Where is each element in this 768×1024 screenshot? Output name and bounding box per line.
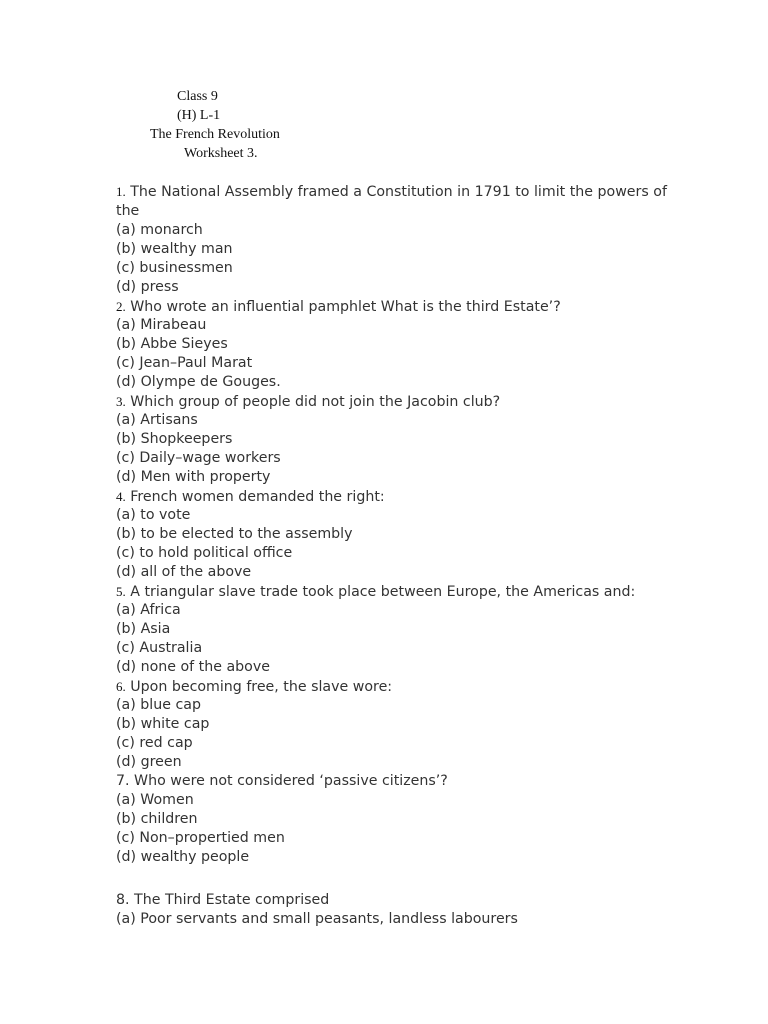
question-number: 5. xyxy=(116,584,126,599)
question-8 xyxy=(116,891,676,910)
question-number: 4. xyxy=(116,489,126,504)
option: (c) to hold political office xyxy=(116,545,293,561)
question-number: 3. xyxy=(116,394,126,409)
option: (b) Asia xyxy=(116,621,171,637)
option: (b) Abbe Sieyes xyxy=(116,336,228,352)
question-4 xyxy=(116,487,676,506)
worksheet-label: Worksheet 3. xyxy=(184,146,258,161)
option: (d) none of the above xyxy=(116,659,270,675)
option: (c) red cap xyxy=(116,735,193,751)
option: (a) Mirabeau xyxy=(116,317,207,333)
option: (d) Olympe de Gouges. xyxy=(116,374,281,390)
option: (a) Artisans xyxy=(116,412,198,428)
option: (c) Daily–wage workers xyxy=(116,450,281,466)
option: (a) Africa xyxy=(116,602,181,618)
question-5 xyxy=(116,582,676,601)
option: (d) press xyxy=(116,279,179,295)
option: (a) Poor servants and small peasants, landless labourers xyxy=(116,911,518,927)
option: (b) to be elected to the assembly xyxy=(116,526,353,542)
question-3 xyxy=(116,392,676,411)
option: (c) Non–propertied men xyxy=(116,830,285,846)
question-text: Upon becoming free, the slave wore: xyxy=(125,679,393,695)
option: (c) businessmen xyxy=(116,260,233,276)
option: (a) to vote xyxy=(116,507,191,523)
option: (a) blue cap xyxy=(116,697,201,713)
subject-label: (H) L-1 xyxy=(177,108,221,123)
question-text: The National Assembly framed a Constitution in 1791 to limit the powers of the xyxy=(116,184,667,219)
option: (d) all of the above xyxy=(116,564,252,580)
option: (d) Men with property xyxy=(116,469,271,485)
question-6 xyxy=(116,677,676,696)
option: (b) white cap xyxy=(116,716,210,732)
question-1 xyxy=(116,182,676,221)
spacer xyxy=(116,867,676,891)
chapter-title: The French Revolution xyxy=(150,127,280,142)
option: (d) green xyxy=(116,754,182,770)
question-number: 1. xyxy=(116,184,126,199)
option: (d) wealthy people xyxy=(116,849,250,865)
question-number: 2. xyxy=(116,299,126,314)
question-7 xyxy=(116,772,676,791)
option: (b) children xyxy=(116,811,198,827)
question-2 xyxy=(116,297,676,316)
option: (b) wealthy man xyxy=(116,241,233,257)
question-text: A triangular slave trade took place between Europe, the Americas and: xyxy=(125,584,636,600)
question-text: 8. The Third Estate comprised xyxy=(116,892,330,908)
question-text: French women demanded the right: xyxy=(125,489,385,505)
question-text: Which group of people did not join the Jacobin club? xyxy=(125,394,501,410)
question-text: Who wrote an influential pamphlet What is the third Estate’? xyxy=(125,299,561,315)
question-number: 6. xyxy=(116,679,126,694)
option: (c) Australia xyxy=(116,640,203,656)
option: (a) Women xyxy=(116,792,194,808)
question-text: 7. Who were not considered ‘passive citizens’? xyxy=(116,773,448,789)
option: (b) Shopkeepers xyxy=(116,431,233,447)
option: (c) Jean–Paul Marat xyxy=(116,355,253,371)
question-list xyxy=(116,182,676,929)
option: (a) monarch xyxy=(116,222,203,238)
class-label: Class 9 xyxy=(177,89,218,104)
